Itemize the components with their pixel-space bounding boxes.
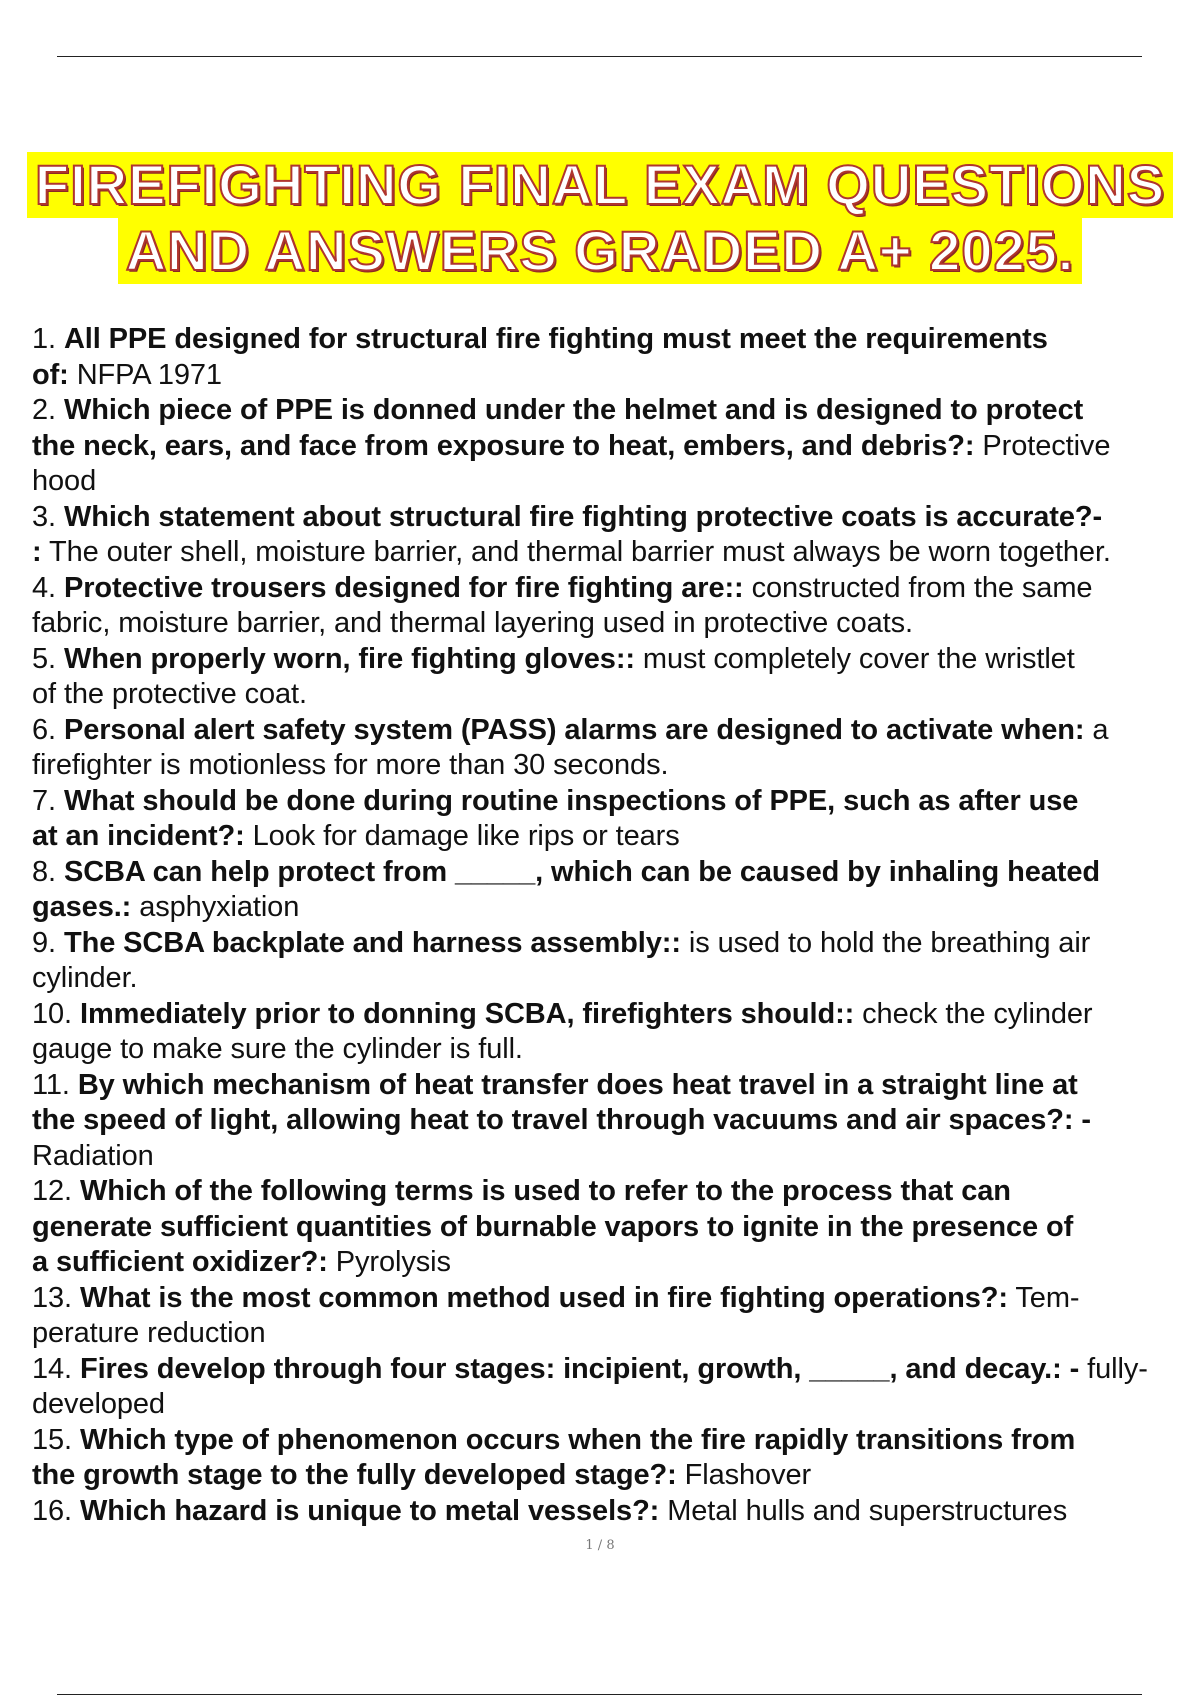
answer-line: asphyxiation [139, 891, 300, 923]
question-number: 7. [32, 784, 56, 817]
question-line: Protective trousers designed for fire fighting are:: [63, 571, 744, 604]
question-text [64, 927, 681, 959]
title-line-1: FIREFIGHTING FINAL EXAM QUESTIONS [27, 152, 1173, 218]
qa-item [32, 500, 1200, 571]
qa-item [32, 1423, 1200, 1494]
question-number: 8. [32, 855, 56, 888]
question-line: Personal alert safety system (PASS) alarms are designed to activate when: [63, 713, 1085, 746]
question-line: Which of the following terms is used to refer to the process that can [79, 1175, 1011, 1207]
question-line: at an incident?: [32, 820, 245, 852]
answer-line: Radiation [32, 1139, 154, 1172]
question-text [64, 714, 1084, 746]
question-line: Which type of phenomenon occurs when the fire rapidly transitions from [79, 1423, 1076, 1456]
qa-item [32, 642, 1200, 713]
answer-line: Metal hulls and superstructures [667, 1494, 1068, 1527]
qa-item [32, 855, 1200, 926]
question-line: the speed of light, allowing heat to travel through vacuums and air spaces?: - [32, 1104, 1091, 1136]
question-line: When properly worn, fire fighting gloves:: [63, 642, 635, 675]
question-text [64, 572, 744, 604]
answer-line: of the protective coat. [32, 678, 307, 710]
answer-text [685, 1459, 811, 1491]
question-number: 13. [32, 1281, 73, 1314]
answer-line: perature reduction [32, 1317, 266, 1349]
question-text [32, 1424, 1075, 1492]
answer-line: constructed from the same [751, 571, 1093, 604]
question-answer-list [32, 322, 1200, 1529]
answer-line: must completely cover the wristlet [642, 642, 1075, 675]
question-line: Which hazard is unique to metal vessels?: [79, 1494, 660, 1527]
question-line: the growth stage to the fully developed stage?: [32, 1459, 677, 1491]
answer-line: check the cylinder [862, 997, 1093, 1030]
answer-text [77, 359, 222, 391]
qa-item [32, 1494, 1200, 1530]
qa-item [32, 926, 1200, 997]
question-line: SCBA can help protect from _____, which can be caused by inhaling heated [63, 855, 1100, 888]
answer-line: Flashover [684, 1459, 812, 1491]
answer-text [139, 891, 299, 923]
answer-line: fully-developed [32, 1352, 1148, 1420]
question-number: 14. [32, 1352, 73, 1385]
answer-line: Tem- [1015, 1281, 1080, 1314]
qa-item [32, 1352, 1200, 1423]
question-text [32, 1175, 1073, 1278]
question-number: 4. [32, 571, 56, 604]
question-line: of: [32, 358, 69, 391]
question-number: 9. [32, 926, 56, 959]
answer-line: Pyrolysis [335, 1246, 451, 1278]
question-line: All PPE designed for structural fire fighting must meet the requirements [63, 323, 1048, 355]
question-number: 10. [32, 997, 73, 1030]
question-line: Which piece of PPE is donned under the helmet and is designed to protect [63, 394, 1084, 426]
qa-item [32, 322, 1200, 393]
question-text [80, 998, 854, 1030]
question-text [80, 1282, 1008, 1314]
question-line: Immediately prior to donning SCBA, firefighters should:: [79, 997, 855, 1030]
question-number: 6. [32, 713, 56, 746]
answer-line: NFPA 1971 [76, 358, 222, 391]
answer-text [336, 1246, 451, 1278]
question-line: Fires develop through four stages: incipient, growth, _____, and decay.: - [79, 1352, 1080, 1385]
qa-item [32, 1281, 1200, 1352]
answer-text [49, 536, 1111, 568]
page-number: 1 / 8 [585, 1538, 615, 1553]
question-line: a sufficient oxidizer?: [32, 1246, 328, 1278]
answer-text [667, 1495, 1067, 1527]
qa-item [32, 571, 1200, 642]
qa-item [32, 1174, 1200, 1281]
question-line: : [32, 536, 42, 568]
bottom-rule [57, 1694, 1142, 1695]
question-number: 15. [32, 1423, 73, 1456]
question-number: 3. [32, 500, 56, 533]
question-text [32, 394, 1083, 462]
qa-item [32, 393, 1200, 500]
qa-item [32, 1068, 1200, 1175]
question-line: the neck, ears, and face from exposure to heat, embers, and debris?: [32, 429, 975, 462]
question-number: 1. [32, 323, 56, 355]
question-line: By which mechanism of heat transfer does heat travel in a straight line at [77, 1068, 1078, 1101]
answer-line: hood [32, 465, 97, 497]
question-line: generate sufficient quantities of burnable vapors to ignite in the presence of [32, 1210, 1074, 1243]
question-text [80, 1353, 1079, 1385]
answer-line: fabric, moisture barrier, and thermal layering used in protective coats. [32, 607, 913, 639]
question-number: 16. [32, 1494, 73, 1527]
answer-line: gauge to make sure the cylinder is full. [32, 1033, 523, 1065]
answer-line: Protective [982, 429, 1111, 462]
qa-item [32, 713, 1200, 784]
answer-text [32, 1140, 154, 1172]
question-line: What is the most common method used in fire fighting operations?: [79, 1281, 1008, 1314]
question-number: 11. [32, 1068, 70, 1101]
question-line: gases.: [32, 891, 132, 923]
answer-line: The outer shell, moisture barrier, and thermal barrier must always be worn together. [49, 536, 1111, 568]
question-number: 12. [32, 1175, 73, 1207]
answer-line: a [1092, 713, 1109, 746]
question-number: 2. [32, 394, 56, 426]
answer-line: is used to hold the breathing air [688, 926, 1091, 959]
answer-text [253, 820, 680, 852]
question-text [32, 1069, 1091, 1137]
answer-line: Look for damage like rips or tears [252, 820, 680, 852]
question-line: Which statement about structural fire fighting protective coats is accurate?- [63, 500, 1103, 533]
answer-line: firefighter is motionless for more than 30 seconds. [32, 749, 669, 781]
answer-line: cylinder. [32, 962, 138, 994]
qa-item [32, 784, 1200, 855]
qa-item [32, 997, 1200, 1068]
question-text [80, 1495, 659, 1527]
question-text [64, 643, 635, 675]
document-title [0, 152, 1200, 284]
question-line: What should be done during routine inspections of PPE, such as after use [63, 784, 1079, 817]
question-number: 5. [32, 642, 56, 675]
title-line-2: AND ANSWERS GRADED A+ 2025. [118, 218, 1083, 284]
question-line: The SCBA backplate and harness assembly:: [63, 926, 681, 959]
top-rule [57, 56, 1142, 57]
